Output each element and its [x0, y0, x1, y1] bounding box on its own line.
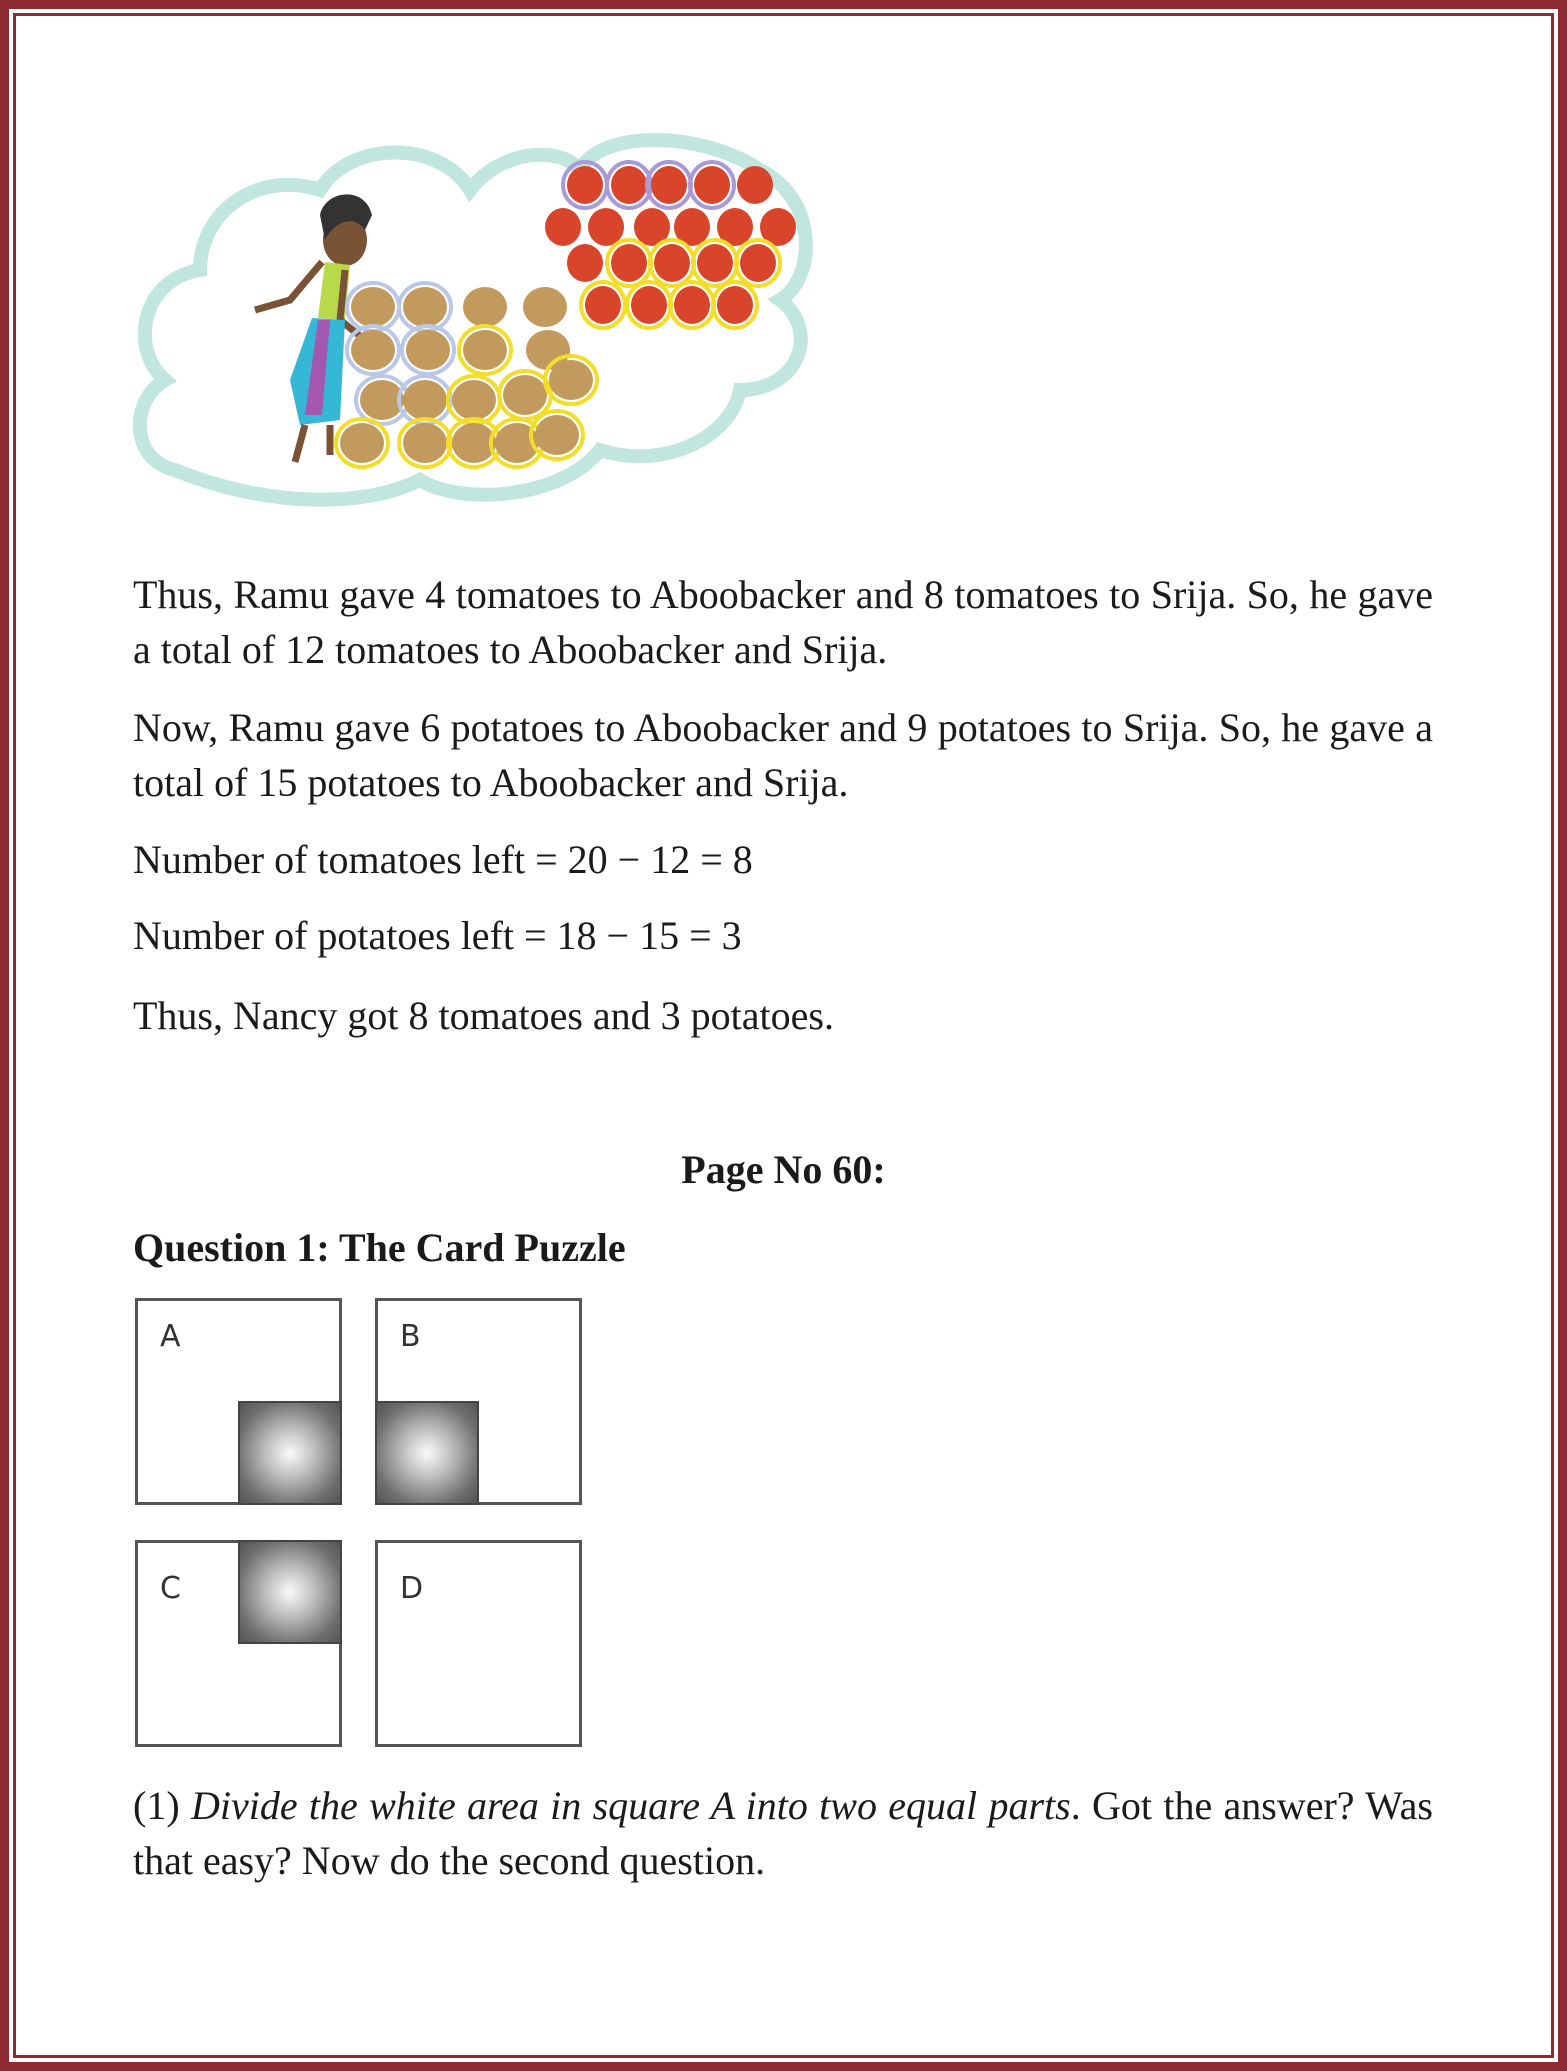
tomato	[585, 286, 621, 324]
tomato	[654, 244, 690, 282]
potato	[351, 287, 395, 327]
conclusion-text: Thus, Nancy got 8 tomatoes and 3 potatoes.	[133, 993, 834, 1038]
tomato	[674, 286, 710, 324]
shaded-square	[375, 1401, 479, 1505]
card-label: D	[400, 1571, 424, 1606]
paragraph-tomatoes: Thus, Ramu gave 4 tomatoes to Aboobacker and 8 tomatoes to Srija. So, he gave a total of 12 tomatoes to Aboobacker and Srija.	[133, 572, 1433, 672]
card-puzzle	[130, 1292, 600, 1754]
potato	[406, 330, 450, 370]
potato-group	[336, 283, 597, 467]
ramu-vegetables-illustration	[120, 120, 840, 540]
tomato	[567, 166, 603, 204]
tomato	[631, 286, 667, 324]
potato	[340, 423, 384, 463]
task-rest: . Got the answer? Was that easy? Now do the second question.	[133, 1783, 1433, 1883]
card-label: C	[160, 1571, 181, 1606]
potato	[403, 380, 447, 420]
question-title: Question 1: The Card Puzzle	[133, 1225, 626, 1270]
tomato	[697, 244, 733, 282]
card-a	[135, 1298, 342, 1505]
tomato	[545, 208, 581, 246]
page-heading: Page No 60:	[681, 1147, 886, 1192]
shaded-square	[238, 1401, 342, 1505]
potato	[351, 330, 395, 370]
tomato	[567, 244, 603, 282]
shaded-square	[238, 1540, 342, 1644]
card-d	[375, 1540, 582, 1747]
equation-potatoes-left: Number of potatoes left = 18 − 15 = 3	[133, 913, 742, 958]
tomato	[737, 166, 773, 204]
potato	[463, 330, 507, 370]
potato	[403, 423, 447, 463]
tomato	[588, 208, 624, 246]
potato	[463, 287, 507, 327]
potato	[452, 380, 496, 420]
paragraph-potatoes: Now, Ramu gave 6 potatoes to Aboobacker and 9 potatoes to Srija. So, he gave a total of 15 potatoes to Aboobacker and Srija.	[133, 705, 1433, 805]
potato	[503, 375, 547, 415]
potato	[523, 287, 567, 327]
potato	[549, 360, 593, 400]
tomato	[717, 286, 753, 324]
tomato	[694, 166, 730, 204]
tomato	[611, 166, 647, 204]
card-label: B	[400, 1319, 421, 1354]
tomato	[651, 166, 687, 204]
tomato-group	[545, 162, 796, 328]
tomato	[740, 244, 776, 282]
tomato	[611, 244, 647, 282]
task-text	[133, 1778, 1433, 1888]
task-number: (1)	[133, 1783, 180, 1828]
task-italic: Divide the white area in square A into two equal parts	[190, 1783, 1071, 1828]
potato	[403, 287, 447, 327]
potato	[535, 415, 579, 455]
equation-tomatoes-left: Number of tomatoes left = 20 − 12 = 8	[133, 837, 753, 882]
card-label: A	[160, 1319, 181, 1354]
card-c	[135, 1540, 342, 1747]
card-b	[375, 1298, 582, 1505]
